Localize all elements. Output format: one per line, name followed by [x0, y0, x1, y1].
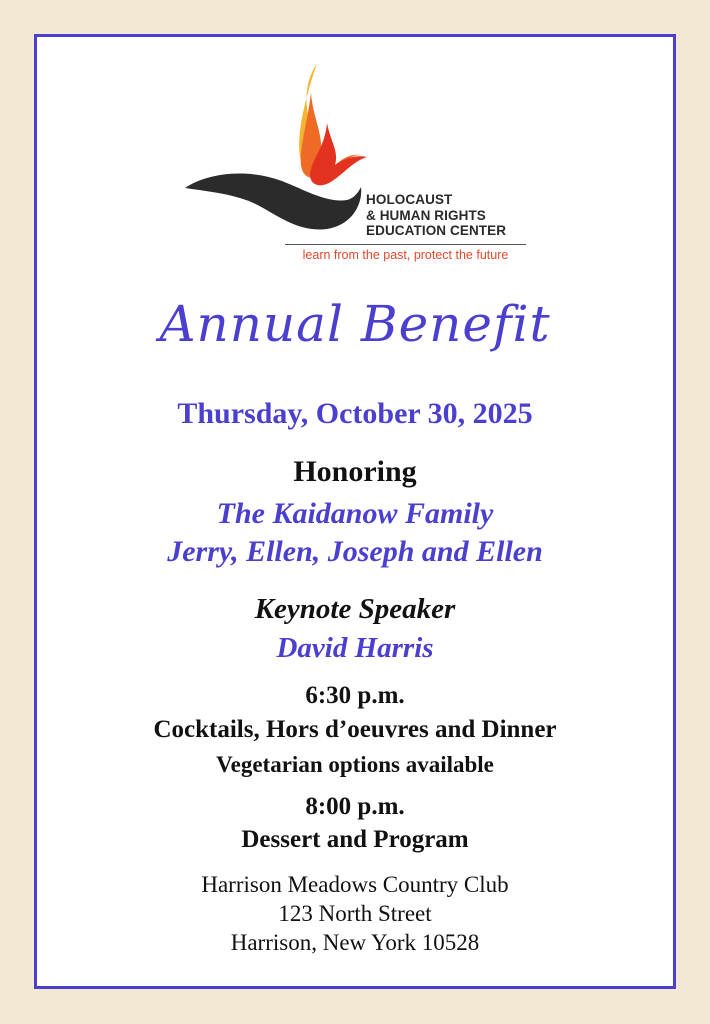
- tagline: learn from the past, protect the future: [302, 248, 509, 262]
- cocktail-description: Cocktails, Hors d’oeuvres and Dinner: [153, 716, 557, 743]
- venue-street: 123 North Street: [278, 901, 432, 926]
- venue-name: Harrison Meadows Country Club: [201, 872, 509, 897]
- organization-name: [366, 192, 506, 239]
- org-line-1: HOLOCAUST: [366, 192, 453, 207]
- honoree-family: The Kaidanow Family: [216, 497, 494, 530]
- program-description: Dessert and Program: [241, 826, 469, 853]
- honoree-names: Jerry, Ellen, Joseph and Ellen: [167, 535, 543, 568]
- program-time: 8:00 p.m.: [305, 793, 405, 820]
- flame-logo-icon: [177, 63, 397, 243]
- logo-divider: [285, 244, 526, 245]
- venue-city: Harrison, New York 10528: [230, 930, 480, 955]
- keynote-label: Keynote Speaker: [254, 593, 456, 625]
- invitation-card: [34, 34, 676, 989]
- org-line-3: EDUCATION CENTER: [366, 223, 507, 238]
- honoring-label: Honoring: [293, 455, 417, 488]
- vegetarian-note: Vegetarian options available: [216, 752, 494, 777]
- org-line-2: & HUMAN RIGHTS: [366, 207, 486, 223]
- cocktail-time: 6:30 p.m.: [305, 682, 405, 709]
- event-title: Annual Benefit: [159, 295, 551, 353]
- keynote-speaker: David Harris: [276, 632, 434, 664]
- event-date: Thursday, October 30, 2025: [177, 397, 533, 430]
